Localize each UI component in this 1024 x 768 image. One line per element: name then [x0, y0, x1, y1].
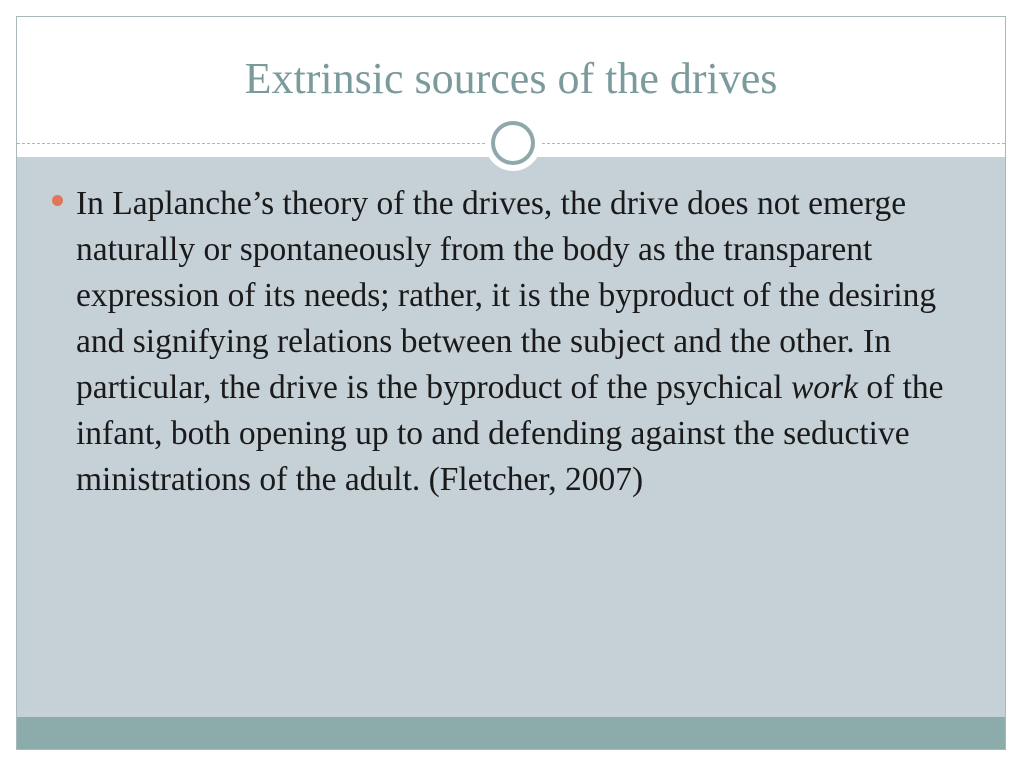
ornament-ring — [491, 121, 535, 165]
bullet-text-emphasis: work — [790, 369, 858, 406]
bullet-text-part2: of the infant, both opening up to and defending against the seductive ministrations of the adult. (Fletcher, 2007) — [76, 369, 944, 498]
bullet-text-part1: In Laplanche’s theory of the drives, the drive does not emerge naturally or spontaneously from the body as the transparent expression of its needs; rather, it is the byproduct of the desiring and signifying relations between the subject and the other. In particular, the drive is the byproduct of the psychical — [76, 185, 937, 406]
slide — [16, 16, 1006, 750]
slide-title: Extrinsic sources of the drives — [244, 54, 778, 103]
ring-ornament-icon — [485, 115, 541, 171]
ornament-center — [495, 125, 531, 161]
bullet-text — [76, 181, 982, 503]
circle-bullet-icon — [52, 195, 63, 206]
footer-band — [17, 717, 1005, 750]
